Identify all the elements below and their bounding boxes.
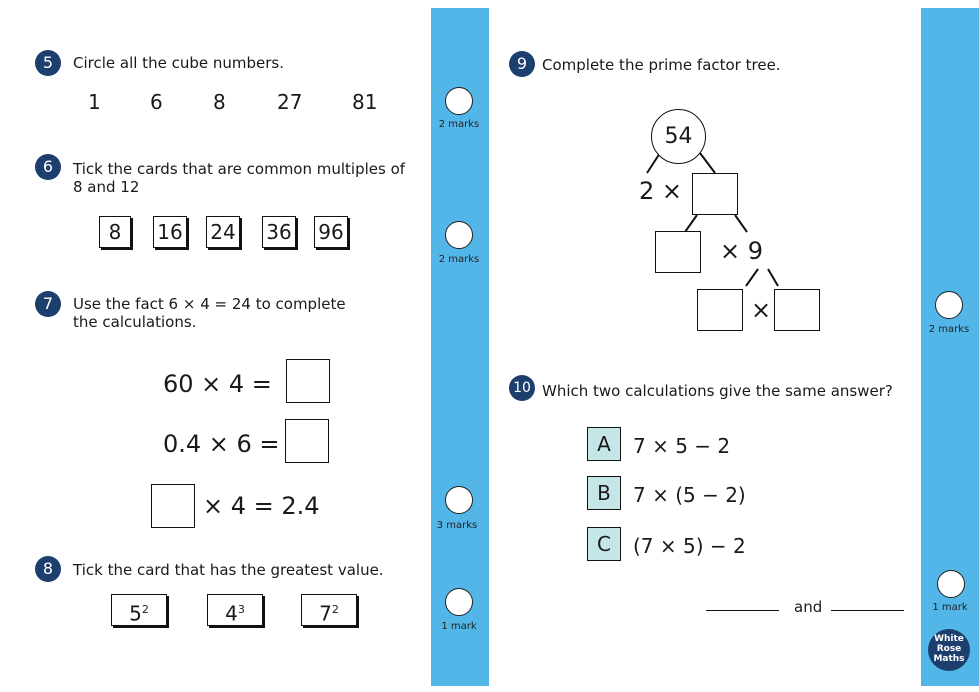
marks-label-q6: 2 marks	[438, 254, 480, 265]
marks-label-q9: 2 marks	[928, 324, 970, 335]
question-5-text: Circle all the cube numbers.	[73, 54, 284, 72]
marks-label-q10: 1 mark	[932, 602, 968, 613]
marks-circle-q10[interactable]	[937, 570, 965, 598]
cube-candidate[interactable]: 1	[88, 90, 101, 114]
factor-box[interactable]	[692, 173, 738, 215]
power-base: 4	[225, 601, 238, 626]
factor-box[interactable]	[697, 289, 743, 331]
question-8-text: Tick the card that has the greatest value.	[73, 561, 384, 579]
power-card[interactable]	[301, 594, 357, 626]
multiple-card[interactable]: 24	[206, 216, 240, 248]
root-number: 54	[664, 124, 693, 149]
option-b-calculation: 7 × (5 − 2)	[633, 483, 746, 507]
option-a-label: A	[587, 427, 621, 461]
factor-tree-root	[651, 109, 706, 164]
marks-label-q8: 1 mark	[441, 621, 477, 632]
logo-line-1: White	[934, 634, 964, 644]
answer-box[interactable]	[285, 419, 329, 463]
option-c-calculation: (7 × 5) − 2	[633, 534, 746, 558]
marks-label-q5: 2 marks	[438, 119, 480, 130]
multiple-card[interactable]: 36	[262, 216, 296, 248]
power-base: 7	[319, 601, 332, 626]
cube-candidate[interactable]: 6	[150, 90, 163, 114]
cube-candidate[interactable]: 27	[277, 90, 303, 114]
answer-line-1[interactable]	[706, 610, 779, 611]
question-8-number: 8	[35, 556, 61, 582]
power-base: 5	[129, 601, 142, 626]
power-card[interactable]	[207, 594, 263, 626]
multiple-card[interactable]: 8	[99, 216, 131, 248]
calculation-2: 0.4 × 6 =	[163, 430, 280, 458]
option-c-label: C	[587, 527, 621, 561]
question-10-number: 10	[509, 375, 535, 401]
power-exponent: 2	[331, 603, 339, 616]
logo-line-3: Maths	[933, 654, 965, 664]
answer-box[interactable]	[151, 484, 195, 528]
question-10-text: Which two calculations give the same answer?	[542, 382, 893, 400]
question-6-text: Tick the cards that are common multiples of 8 and 12	[73, 160, 406, 196]
marks-circle-q5[interactable]	[445, 87, 473, 115]
question-9-text: Complete the prime factor tree.	[542, 56, 781, 74]
power-exponent: 2	[141, 603, 149, 616]
cube-candidate[interactable]: 8	[213, 90, 226, 114]
question-7-text: Use the fact 6 × 4 = 24 to complete the calculations.	[73, 295, 346, 331]
question-6-number: 6	[35, 154, 61, 180]
white-rose-maths-logo	[928, 629, 970, 671]
option-a-calculation: 7 × 5 − 2	[633, 434, 731, 458]
marks-circle-q8[interactable]	[445, 588, 473, 616]
multiple-card[interactable]: 16	[153, 216, 187, 248]
calculation-3: × 4 = 2.4	[203, 492, 320, 520]
factor-box[interactable]	[655, 231, 701, 273]
marks-label-q7: 3 marks	[436, 520, 478, 531]
and-text: and	[794, 598, 823, 616]
question-5-number: 5	[35, 50, 61, 76]
power-card[interactable]	[111, 594, 167, 626]
cube-candidate[interactable]: 81	[352, 90, 378, 114]
marks-circle-q7[interactable]	[445, 486, 473, 514]
question-7-number: 7	[35, 291, 61, 317]
question-9-number: 9	[509, 51, 535, 77]
factor-9-label: × 9	[720, 237, 764, 265]
answer-line-2[interactable]	[831, 610, 904, 611]
marks-circle-q6[interactable]	[445, 221, 473, 249]
factor-box[interactable]	[774, 289, 820, 331]
option-b-label: B	[587, 476, 621, 510]
logo-line-2: Rose	[936, 644, 962, 654]
power-exponent: 3	[237, 603, 245, 616]
calculation-1: 60 × 4 =	[163, 370, 272, 398]
factor-2-label: 2 ×	[639, 177, 683, 205]
marks-circle-q9[interactable]	[935, 291, 963, 319]
multiple-card[interactable]: 96	[314, 216, 348, 248]
answer-box[interactable]	[286, 359, 330, 403]
times-sign: ×	[751, 296, 772, 324]
